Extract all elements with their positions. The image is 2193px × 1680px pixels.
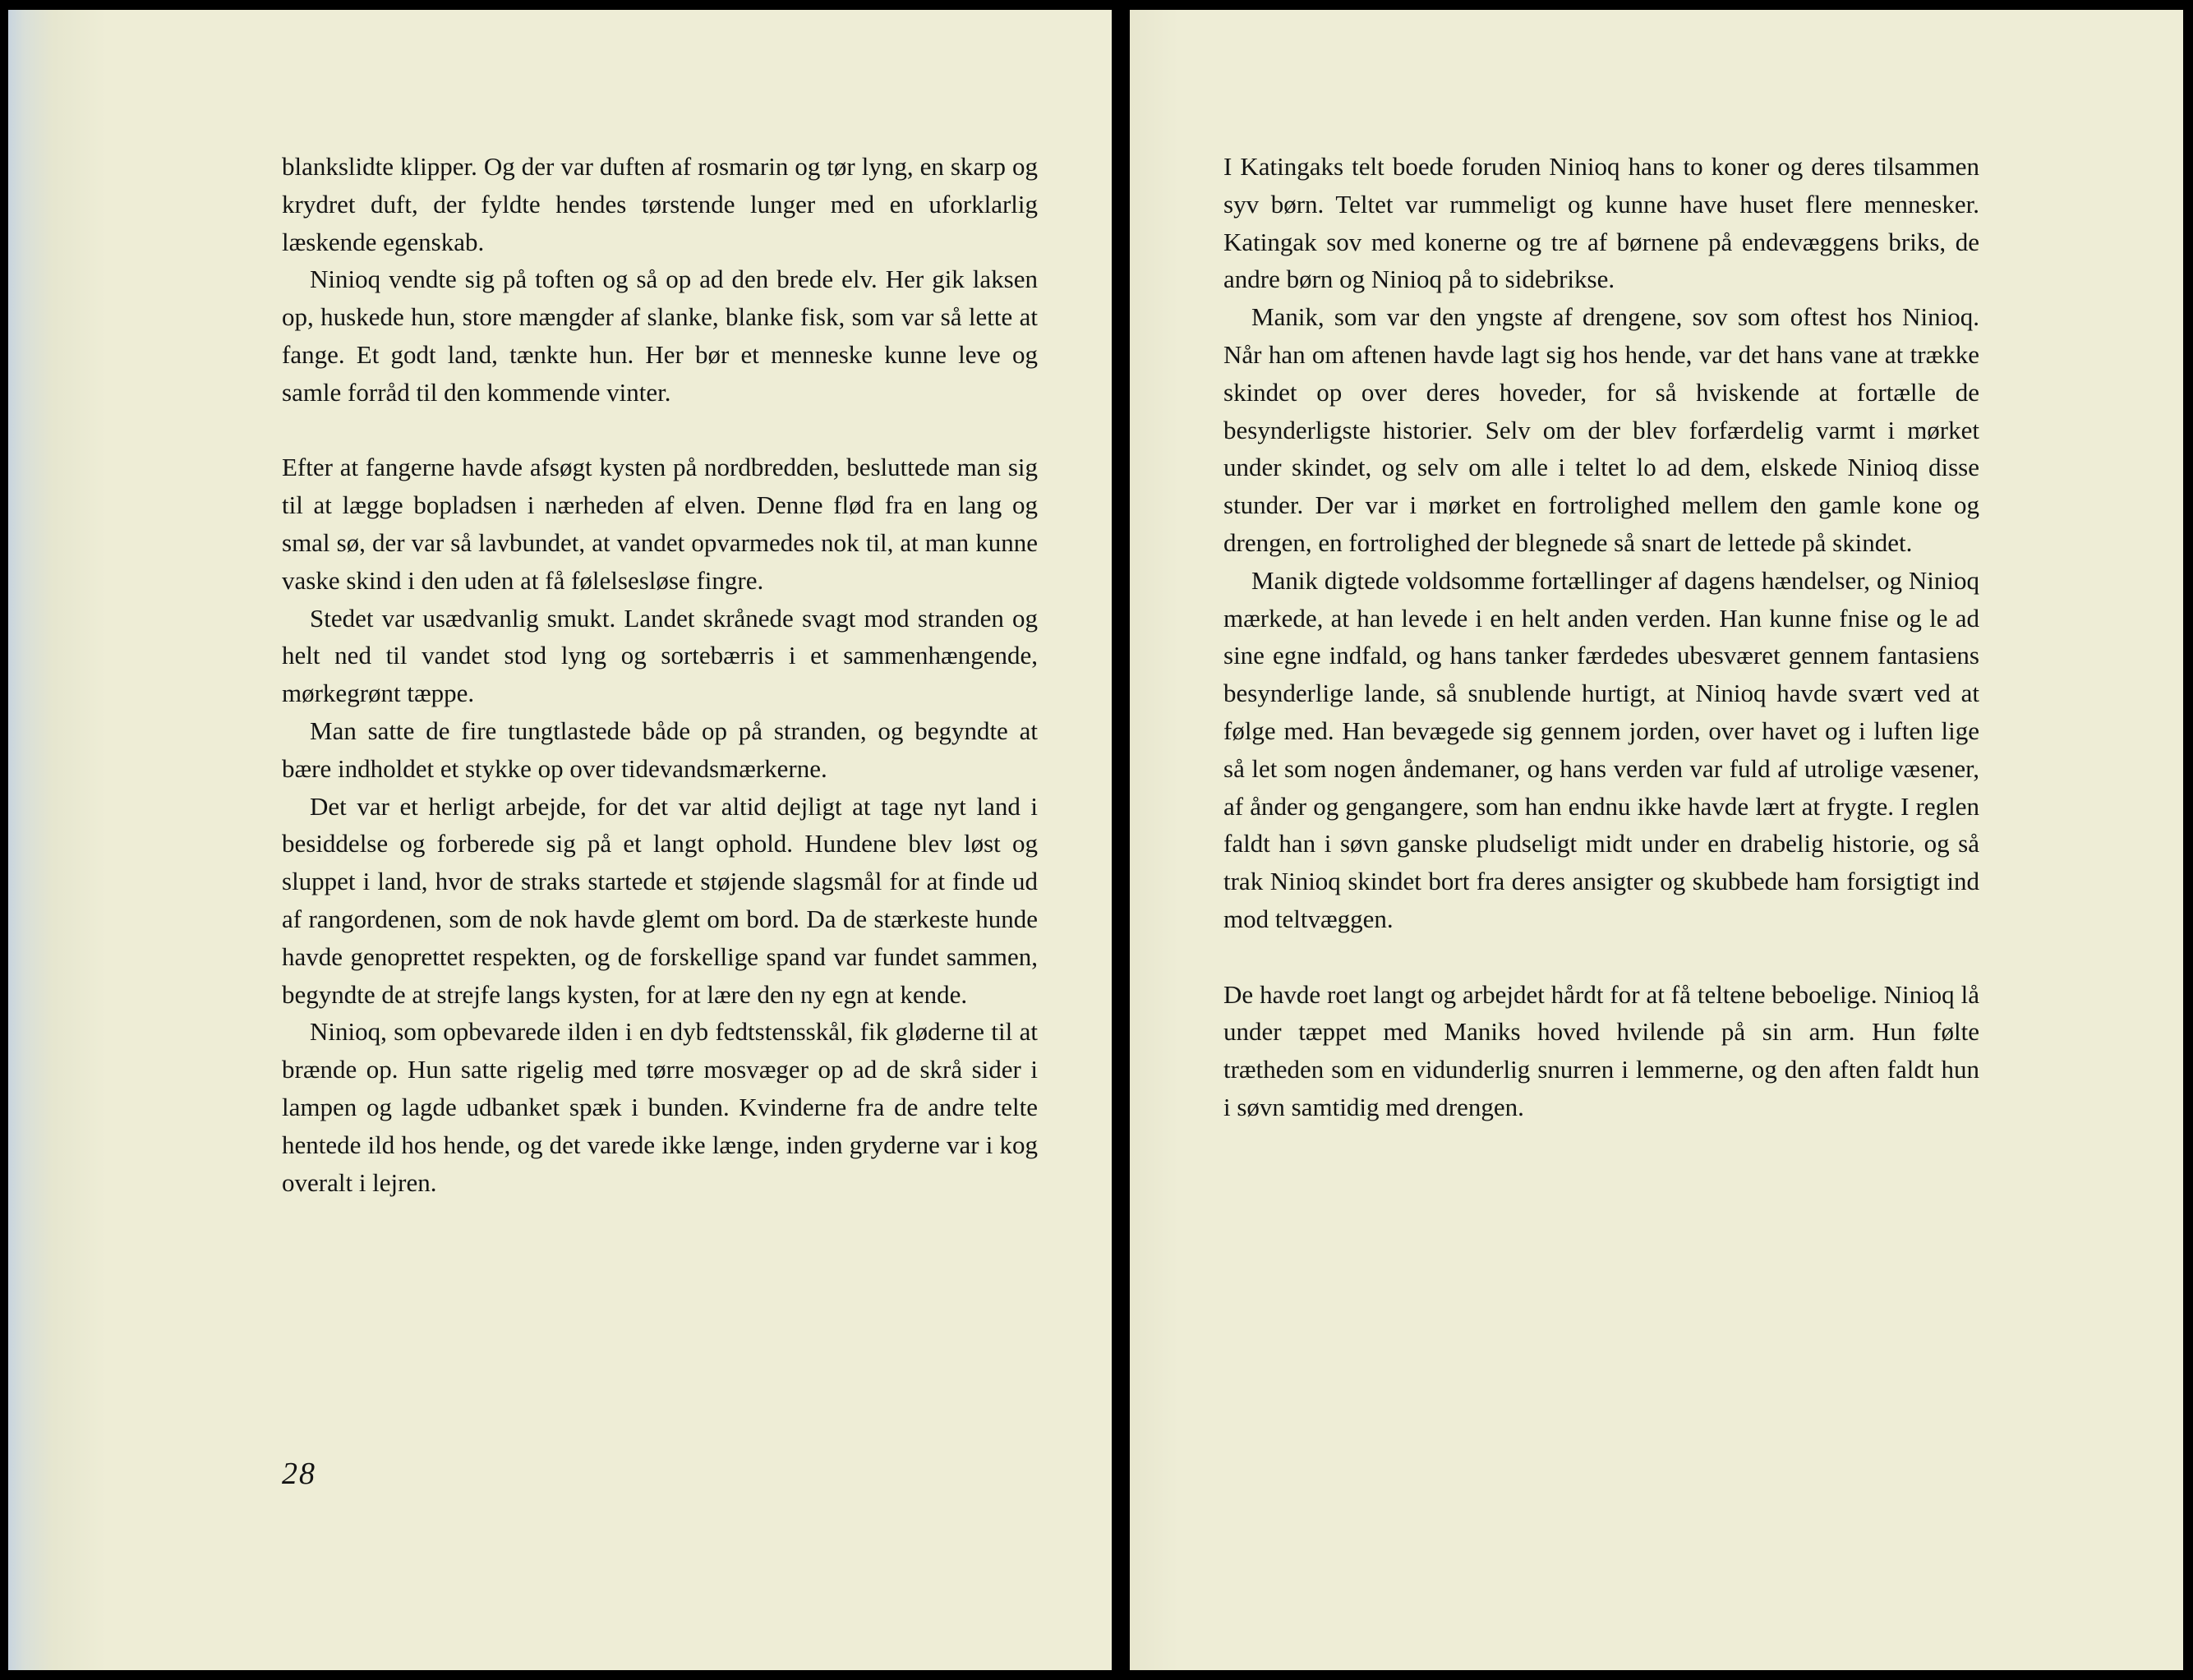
left-page-text xyxy=(282,148,1038,1201)
paragraph: Manik digtede voldsomme fortællinger af dagens hændelser, og Ninioq mærkede, at han levede i en helt anden verden. Han kunne fnise og le ad sine egne indfald, og hans tanker færdedes ubesværet gennem fantasiens besynderlige lande, så snublende hurtigt, at Ninioq havde svært ved at følge med. Han bevægede sig gennem jorden, over havet og i luften lige så let som nogen åndemaner, og hans verden var fuld af utrolige væsener, af ånder og gengangere, som han endnu ikke havde lært at frygte. I reglen faldt han i søvn ganske pludseligt midt under en drabelig historie, og så trak Ninioq skindet bort fra deres ansigter og skubbede ham forsigtigt ind mod teltvæggen. xyxy=(1223,565,1979,933)
paragraph: Man satte de fire tungtlastede både op på stranden, og begyndte at bære indholdet et stykke op over tidevandsmærkerne. xyxy=(282,716,1038,783)
right-page xyxy=(1130,10,2183,1670)
paragraph: Ninioq, som opbevarede ilden i en dyb fedtstensskål, fik gløderne til at brænde op. Hun satte rigelig med tørre mosvæger op ad de skrå sider i lampen og lagde udbanket spæk i bunden. Kvinderne fra de andre telte hentede ild hos hende, og det varede ikke længe, inden gryderne var i kog overalt i lejren. xyxy=(282,1017,1038,1197)
paragraph: Efter at fangerne havde afsøgt kysten på nordbredden, besluttede man sig til at lægge bopladsen i nærheden af elven. Denne flød fra en lang og smal sø, der var så lavbundet, at vandet opvarmedes nok til, at man kunne vaske skind i den uden at få følelsesløse fingre. xyxy=(282,453,1038,595)
paragraph: blankslidte klipper. Og der var duften af rosmarin og tør lyng, en skarp og krydret duft, der fyldte hendes tørstende lunger med en uforklarlig læskende egenskab. xyxy=(282,152,1038,256)
paragraph: Ninioq vendte sig på toften og så op ad den brede elv. Her gik laksen op, huskede hun, store mængder af slanke, blanke fisk, som var så lette at fange. Et godt land, tænkte hun. Her bør et menneske kunne leve og samle forråd til den kommende vinter. xyxy=(282,265,1038,407)
left-page xyxy=(8,10,1112,1670)
right-page-text xyxy=(1223,148,1979,1126)
paragraph: Manik, som var den yngste af drengene, sov som oftest hos Ninioq. Når han om aftenen havde lagt sig hos hende, var det hans vane at trække skindet op over deres hoveder, for så hviskende at fortælle de besynderligste historier. Selv om der blev forfærdelig varmt i mørket under skindet, og selv om alle i teltet lo ad dem, elskede Ninioq disse stunder. Der var i mørket en fortrolighed mellem den gamle kone og drengen, en fortrolighed der blegnede så snart de lettede på skindet. xyxy=(1223,302,1979,557)
paragraph: Stedet var usædvanlig smukt. Landet skrånede svagt mod stranden og helt ned til vandet stod lyng og sortebærris i et sammenhængende, mørkegrønt tæppe. xyxy=(282,603,1038,708)
paragraph: De havde roet langt og arbejdet hårdt for at få teltene beboelige. Ninioq lå under tæppet med Maniks hoved hvilende på sin arm. Hun følte trætheden som en vidunderlig snurren i lemmerne, og den aften faldt hun i søvn samtidig med drengen. xyxy=(1223,979,1979,1121)
paragraph: I Katingaks telt boede foruden Ninioq hans to koner og deres tilsammen syv børn. Teltet var rummeligt og kunne have huset flere mennesker. Katingak sov med konerne og tre af børnene på endevæggens briks, de andre børn og Ninioq på to sidebrikse. xyxy=(1223,152,1979,294)
page-number: 28 xyxy=(282,1457,316,1491)
paragraph: Det var et herligt arbejde, for det var altid dejligt at tage nyt land i besiddelse og forberede sig på et langt ophold. Hundene blev løst og sluppet i land, hvor de straks startede et støjende slagsmål for at finde ud af rangordenen, som de nok havde glemt om bord. Da de stærkeste hunde havde genoprettet respekten, og de forskellige spand var fundet sammen, begyndte de at strejfe langs kysten, for at lære den ny egn at kende. xyxy=(282,791,1038,1009)
